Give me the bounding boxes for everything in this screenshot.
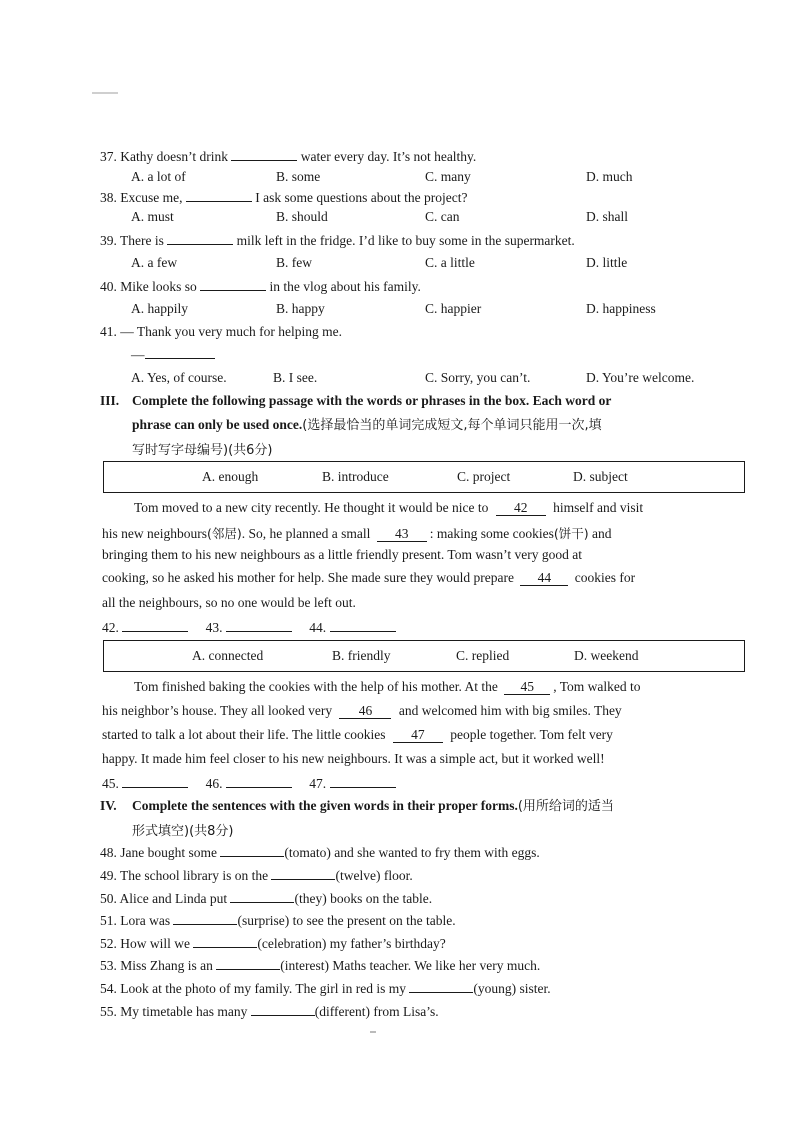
question-number: 37. (100, 149, 117, 164)
section-instruction: Complete the sentences with the given words in their proper forms. (132, 798, 518, 813)
question-text: Miss Zhang is an (120, 958, 213, 973)
passage-1-line (134, 500, 780, 516)
given-word: (surprise) (237, 913, 290, 928)
question-text: water every day. It’s not healthy. (300, 149, 477, 164)
question-text: — Thank you very much for helping me. (120, 324, 342, 339)
question-49 (100, 867, 750, 884)
option-b: B. few (276, 255, 312, 270)
section-instruction: phrase can only be used once. (132, 417, 303, 432)
passage-1-line (102, 595, 748, 611)
answer-line-46 (226, 775, 292, 788)
option-a: A. Yes, of course. (131, 370, 227, 385)
option-d: D. happiness (586, 301, 656, 316)
question-text: from Lisa’s. (373, 1004, 439, 1019)
question-37 (100, 148, 750, 165)
passage-text: people together. Tom felt very (450, 727, 613, 742)
passage-2-line (134, 679, 780, 695)
question-53 (100, 957, 750, 974)
answer-blank (167, 232, 233, 245)
question-number: 51. (100, 913, 117, 928)
section-instruction: Complete the following passage with the words or phrases in the box. Each word or (132, 393, 612, 408)
answer-blank (409, 980, 473, 993)
passage-text: happy. It made him feel closer to his new neighbours. It was a simple act, but it worked well! (102, 751, 605, 766)
options-39 (131, 255, 751, 273)
given-word: (they) (294, 891, 327, 906)
word-box-2 (103, 640, 745, 672)
box-word: C. replied (456, 648, 510, 663)
given-word: (twelve) (335, 868, 381, 883)
option-d: D. You’re welcome. (586, 370, 695, 385)
box-word: C. project (457, 469, 511, 484)
passage-text-cn: (邻居) (207, 526, 242, 541)
answer-row-42-44 (102, 619, 396, 636)
passage-text: his new neighbours (102, 526, 207, 541)
option-a: A. must (131, 209, 174, 224)
passage-2-line (102, 703, 748, 719)
question-number: 52. (100, 936, 117, 951)
answer-blank (145, 346, 215, 359)
option-d: D. shall (586, 209, 628, 224)
section-instruction-cn: 写时写字母编号)(共6分) (132, 443, 273, 458)
answer-blank (200, 278, 266, 291)
section-number: IV. (100, 798, 117, 813)
question-38 (100, 189, 750, 206)
question-51 (100, 912, 750, 929)
blank-45: 45 (504, 679, 550, 695)
question-text: Excuse me, (120, 190, 183, 205)
passage-text: and welcomed him with big smiles. They (398, 703, 622, 718)
passage-text: . So, he planned a small (241, 526, 371, 541)
section-instruction-cn: 形式填空)(共8分) (132, 824, 234, 839)
section-instruction-cn: (选择最恰当的单词完成短文,每个单词只能用一次,填 (302, 418, 602, 433)
question-number: 55. (100, 1004, 117, 1019)
passage-text: Tom finished baking the cookies with the help of his mother. At the (134, 679, 498, 694)
passage-2-line (102, 727, 748, 743)
question-text: sister. (519, 981, 551, 996)
question-39 (100, 232, 750, 249)
answer-number: 47. (309, 776, 327, 791)
option-a: A. a lot of (131, 169, 186, 184)
answer-blank (231, 148, 297, 161)
question-text: Alice and Linda put (119, 891, 228, 906)
option-c: C. a little (425, 255, 475, 270)
question-number: 41. (100, 324, 117, 339)
option-c: C. happier (425, 301, 482, 316)
box-word: D. subject (573, 469, 628, 484)
question-48 (100, 844, 750, 861)
question-number: 38. (100, 190, 117, 205)
passage-text: his neighbor’s house. They all looked very (102, 703, 333, 718)
section-3-heading (100, 389, 750, 463)
question-40 (100, 278, 750, 295)
passage-2-line (102, 751, 748, 767)
passage-1-line (102, 547, 748, 563)
question-text: Jane bought some (120, 845, 217, 860)
answer-blank (193, 935, 257, 948)
question-number: 53. (100, 958, 117, 973)
options-40 (131, 301, 751, 319)
answer-blank (186, 189, 252, 202)
question-text: Maths teacher. We like her very much. (332, 958, 541, 973)
box-word: A. enough (202, 469, 259, 484)
box-word: D. weekend (574, 648, 639, 663)
question-54 (100, 980, 750, 997)
question-text: to see the present on the table. (292, 913, 456, 928)
answer-blank (220, 844, 284, 857)
passage-text: and (592, 526, 612, 541)
word-box-1 (103, 461, 745, 493)
question-number: 39. (100, 233, 117, 248)
passage-1-line (102, 524, 748, 542)
answer-line-43 (226, 619, 292, 632)
answer-number: 42. (102, 620, 119, 635)
answer-row-45-47 (102, 775, 396, 792)
box-word: B. introduce (322, 469, 389, 484)
passage-text: cooking, so he asked his mother for help. She made sure they would prepare (102, 570, 515, 585)
reply-dash: — (131, 347, 145, 362)
question-50 (100, 890, 750, 907)
given-word: (tomato) (284, 845, 331, 860)
passage-text: bringing them to his new neighbours as a little friendly present. Tom wasn’t very good at (102, 547, 582, 562)
blank-46: 46 (339, 703, 391, 719)
option-b: B. I see. (273, 370, 318, 385)
blank-44: 44 (520, 570, 568, 586)
answer-line-44 (330, 619, 396, 632)
question-55 (100, 1003, 750, 1020)
passage-text: cookies for (574, 570, 636, 585)
box-word: B. friendly (332, 648, 391, 663)
question-text: There is (120, 233, 164, 248)
section-4-heading (100, 794, 750, 844)
option-d: D. little (586, 255, 628, 270)
section-number: III. (100, 393, 120, 408)
question-text: in the vlog about his family. (269, 279, 421, 294)
question-text: Look at the photo of my family. The girl in red is my (120, 981, 406, 996)
passage-text: all the neighbours, so no one would be left out. (102, 595, 356, 610)
question-text: milk left in the fridge. I’d like to buy some in the supermarket. (236, 233, 575, 248)
option-b: B. some (276, 169, 321, 184)
passage-text: : making some cookies (429, 526, 554, 541)
section-instruction-cn: (用所给词的适当 (517, 799, 614, 814)
question-number: 54. (100, 981, 117, 996)
question-number: 48. (100, 845, 117, 860)
question-text: floor. (383, 868, 413, 883)
option-b: B. should (276, 209, 328, 224)
answer-blank (216, 957, 280, 970)
option-c: C. many (425, 169, 471, 184)
option-a: A. happily (131, 301, 188, 316)
given-word: (interest) (280, 958, 329, 973)
box-word: A. connected (192, 648, 264, 663)
passage-text: Tom moved to a new city recently. He thought it would be nice to (134, 500, 489, 515)
scan-speck (370, 1031, 376, 1033)
answer-blank (230, 890, 294, 903)
question-text: Kathy doesn’t drink (120, 149, 228, 164)
passage-text: , Tom walked to (553, 679, 641, 694)
given-word: (different) (314, 1004, 370, 1019)
question-text: Lora was (120, 913, 171, 928)
answer-number: 46. (205, 776, 223, 791)
answer-blank (251, 1003, 315, 1016)
answer-number: 44. (309, 620, 327, 635)
question-52 (100, 935, 750, 952)
question-41 (100, 324, 750, 340)
question-number: 49. (100, 868, 117, 883)
answer-blank (173, 912, 237, 925)
answer-line-42 (122, 619, 188, 632)
blank-43: 43 (377, 526, 427, 542)
passage-text-cn: (饼干) (553, 526, 589, 541)
option-d: D. much (586, 169, 633, 184)
passage-1-line (102, 570, 748, 586)
option-c: C. can (425, 209, 460, 224)
answer-line-47 (330, 775, 396, 788)
answer-number: 45. (102, 776, 119, 791)
blank-47: 47 (393, 727, 443, 743)
options-37 (131, 169, 751, 187)
question-text: my father’s birthday? (329, 936, 446, 951)
question-number: 50. (100, 891, 117, 906)
options-41 (131, 370, 751, 388)
blank-42: 42 (496, 500, 546, 516)
scan-mark (92, 92, 118, 94)
option-c: C. Sorry, you can’t. (425, 370, 531, 385)
question-text: and she wanted to fry them with eggs. (334, 845, 540, 860)
answer-line-45 (122, 775, 188, 788)
given-word: (celebration) (257, 936, 327, 951)
option-a: A. a few (131, 255, 178, 270)
question-text: How will we (120, 936, 190, 951)
question-text: The school library is on the (120, 868, 269, 883)
question-text: books on the table. (330, 891, 433, 906)
answer-number: 43. (205, 620, 223, 635)
question-text: Mike looks so (120, 279, 197, 294)
given-word: (young) (473, 981, 517, 996)
options-38 (131, 209, 751, 227)
passage-text: started to talk a lot about their life. The little cookies (102, 727, 386, 742)
question-number: 40. (100, 279, 117, 294)
answer-blank (271, 867, 335, 880)
passage-text: himself and visit (553, 500, 644, 515)
question-text: My timetable has many (120, 1004, 248, 1019)
question-41-reply (131, 346, 781, 363)
question-text: I ask some questions about the project? (255, 190, 468, 205)
option-b: B. happy (276, 301, 325, 316)
